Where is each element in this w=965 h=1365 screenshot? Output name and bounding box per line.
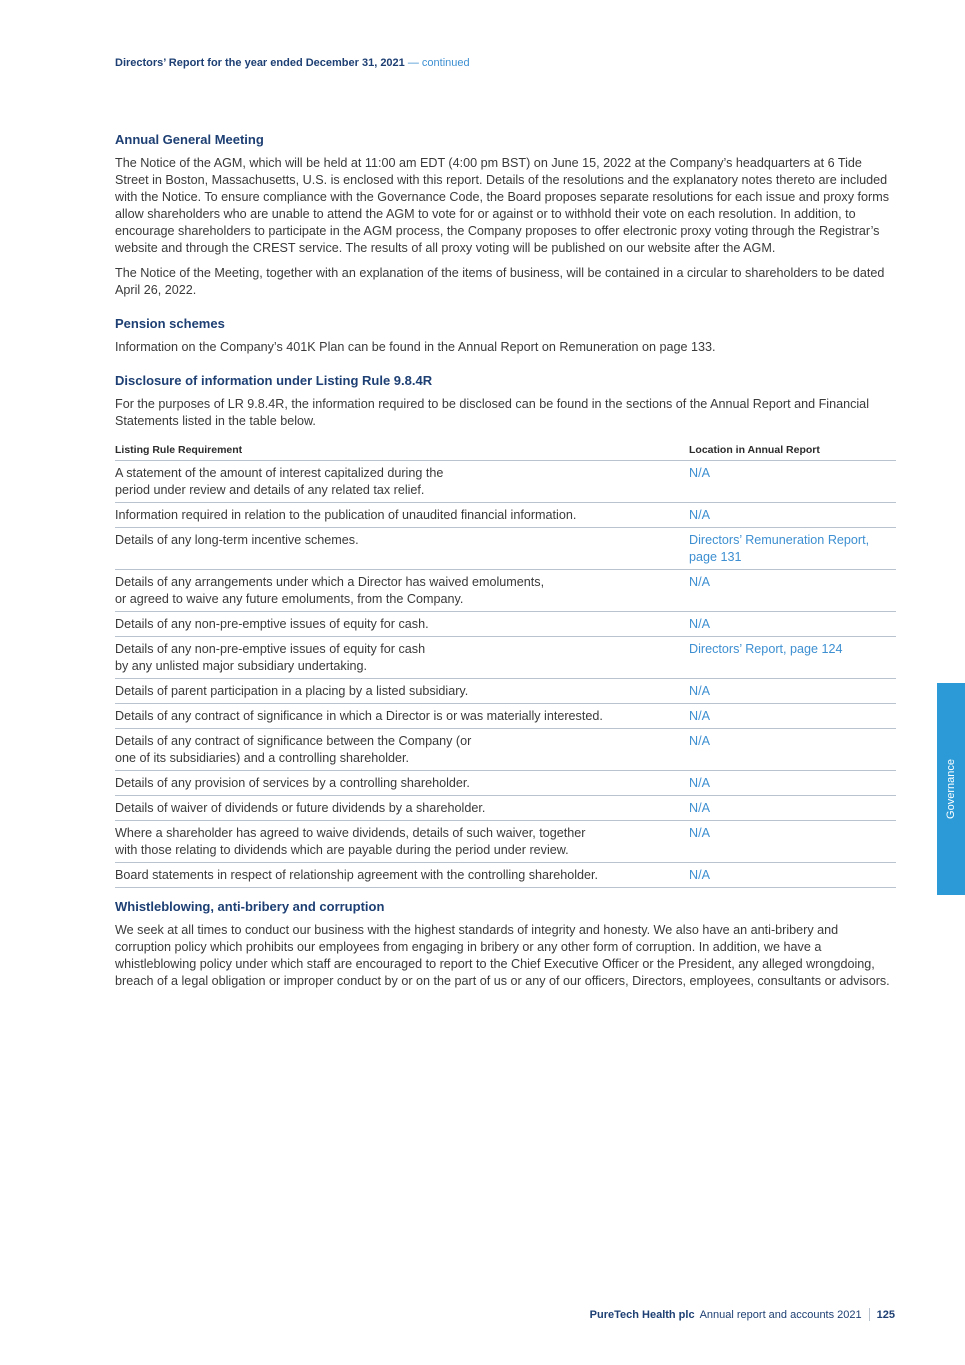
requirement-cell: Details of waiver of dividends or future dividends by a shareholder. <box>115 801 486 815</box>
location-cell: N/A <box>689 575 710 589</box>
pension-section <box>115 315 897 356</box>
requirement-cell: Details of any non-pre-emptive issues of equity for cash. <box>115 617 429 631</box>
disclosure-section <box>115 372 897 888</box>
requirement-cell: Details of any non-pre-emptive issues of equity for cash by any unlisted major subsidiary undertaking. <box>115 642 426 673</box>
table-row <box>115 821 896 863</box>
disclosure-heading: Disclosure of information under Listing Rule 9.8.4R <box>115 373 433 388</box>
table-row <box>115 528 896 570</box>
location-cell: N/A <box>689 466 710 480</box>
table-body <box>115 461 896 888</box>
table-row <box>115 570 896 612</box>
requirement-cell: Details of any contract of significance in which a Director is or was materially interested. <box>115 709 603 723</box>
location-cell: N/A <box>689 801 710 815</box>
agm-heading: Annual General Meeting <box>115 132 264 147</box>
listing-rule-table <box>115 438 896 888</box>
table-header <box>115 438 896 461</box>
table-row <box>115 729 896 771</box>
location-cell: N/A <box>689 826 710 840</box>
governance-side-tab[interactable] <box>937 683 965 895</box>
table-row <box>115 863 896 888</box>
location-cell: N/A <box>689 868 710 882</box>
pension-paragraph: Information on the Company’s 401K Plan can be found in the Annual Report on Remuneration on page 133. <box>115 340 716 354</box>
page-footer <box>590 1308 895 1321</box>
requirement-cell: Details of any contract of significance between the Company (or one of its subsidiaries) and a controlling shareholder. <box>115 734 472 765</box>
main-content <box>115 131 897 1006</box>
table-row <box>115 796 896 821</box>
table-header-requirement: Listing Rule Requirement <box>115 444 243 456</box>
requirement-cell: Details of any provision of services by a controlling shareholder. <box>115 776 470 790</box>
table-row <box>115 637 896 679</box>
footer-document: Annual report and accounts 2021 <box>699 1308 862 1321</box>
running-header-title: Directors’ Report for the year ended December 31, 2021 <box>115 57 405 69</box>
disclosure-paragraph: For the purposes of LR 9.8.4R, the information required to be disclosed can be found in the sections of the Annual Report and Financial Statements listed in the table below. <box>115 397 869 428</box>
table-row <box>115 503 896 528</box>
pension-heading: Pension schemes <box>115 316 225 331</box>
location-link[interactable]: Directors’ Report, page 124 <box>689 642 843 656</box>
whistleblowing-section <box>115 898 897 990</box>
footer-company: PureTech Health plc <box>589 1308 695 1321</box>
location-cell: N/A <box>689 617 710 631</box>
location-cell: N/A <box>689 776 710 790</box>
requirement-cell: Board statements in respect of relationship agreement with the controlling shareholder. <box>115 868 599 882</box>
requirement-cell: Details of parent participation in a placing by a listed subsidiary. <box>115 684 469 698</box>
page-number: 125 <box>876 1308 895 1321</box>
location-cell: N/A <box>689 508 710 522</box>
running-header-continued: — continued <box>407 57 470 69</box>
location-cell: N/A <box>689 734 710 748</box>
footer-divider <box>869 1308 870 1321</box>
table-header-location: Location in Annual Report <box>689 444 820 456</box>
requirement-cell: Where a shareholder has agreed to waive dividends, details of such waiver, together with those relating to dividends which are payable during the period under review. <box>115 826 586 857</box>
whistleblowing-paragraph: We seek at all times to conduct our business with the highest standards of integrity and honesty. We also have an anti-bribery and corruption policy which prohibits our employees from engaging in bribery or any other form of corruption. In addition, we have a whistleblowing policy under which staff are encouraged to report to the Chief Executive Officer or the President, any alleged wrongdoing, breach of a legal obligation or improper conduct by or on the part of us or any of our officers, Directors, employees, consultants or advisors. <box>115 923 890 988</box>
running-header <box>115 57 470 69</box>
side-tab-label: Governance <box>945 759 957 819</box>
table-row <box>115 461 896 503</box>
requirement-cell: Details of any arrangements under which a Director has waived emoluments, or agreed to waive any future emoluments, from the Company. <box>115 575 545 606</box>
table-row <box>115 771 896 796</box>
requirement-cell: Information required in relation to the publication of unaudited financial information. <box>115 508 577 522</box>
agm-paragraph-2: The Notice of the Meeting, together with an explanation of the items of business, will be contained in a circular to shareholders to be dated April 26, 2022. <box>115 266 885 297</box>
table-row <box>115 679 896 704</box>
requirement-cell: Details of any long-term incentive schemes. <box>115 533 359 547</box>
location-link[interactable]: Directors’ Remuneration Report, page 131 <box>689 533 870 564</box>
location-cell: N/A <box>689 709 710 723</box>
table-row <box>115 612 896 637</box>
agm-section <box>115 131 897 299</box>
table-row <box>115 704 896 729</box>
requirement-cell: A statement of the amount of interest capitalized during the period under review and details of any related tax relief. <box>115 466 444 497</box>
whistleblowing-heading: Whistleblowing, anti-bribery and corruption <box>115 899 385 914</box>
location-cell: N/A <box>689 684 710 698</box>
agm-paragraph-1: The Notice of the AGM, which will be held at 11:00 am EDT (4:00 pm BST) on June 15, 2022 at the Company’s headquarters at 6 Tide Street in Boston, Massachusetts, U.S. is enclosed with this report. Details of the resolutions and the explanatory notes thereto are included with the Notice. To ensure compliance with the Governance Code, the Board proposes separate resolutions for each issue and proxy forms allow shareholders who are unable to attend the AGM to vote for or against or to withhold their vote on each resolution. In addition, to encourage shareholders to participate in the AGM process, the Company proposes to offer electronic proxy voting through the Registrar’s website and through the CREST service. The results of all proxy voting will be published on our website after the AGM. <box>115 156 890 255</box>
